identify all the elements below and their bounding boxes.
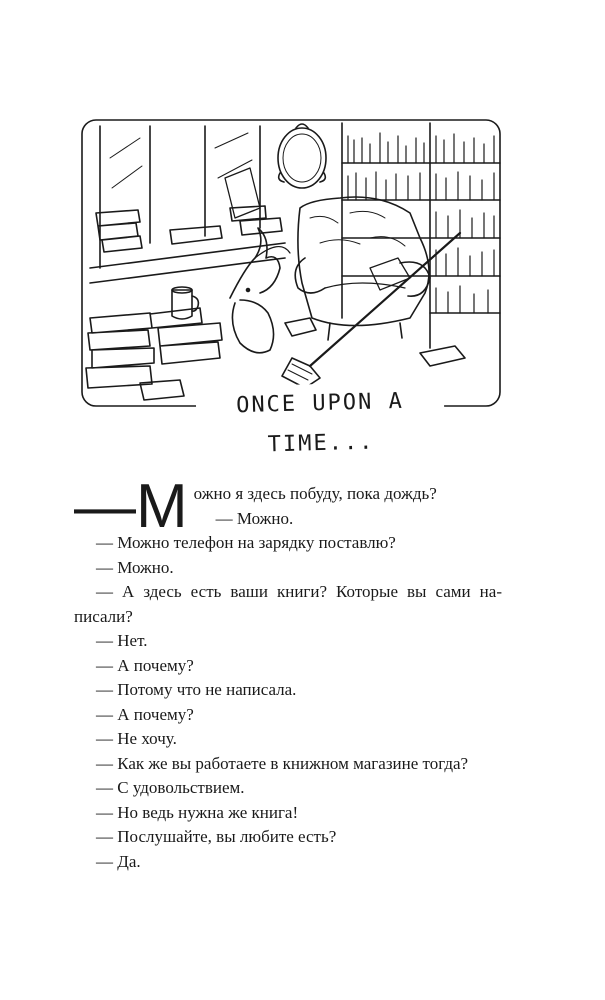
dialogue-line: — А почему? (96, 655, 194, 675)
dialogue-line: — Нет. (96, 631, 148, 650)
dialogue-line: — Можно. (215, 508, 294, 528)
dialogue-line: — Как же вы работаете в книжном магазине тогда? (96, 753, 469, 773)
dialogue-line: — Потому что не написала. (96, 680, 297, 699)
window-drawing (90, 126, 285, 283)
book-stacks-drawing (86, 168, 465, 400)
dialogue-line: — А здесь есть ваши книги? Которые вы сами написали? (74, 582, 502, 626)
bookshop-illustration (80, 118, 502, 410)
mug-drawing (172, 287, 198, 319)
dialogue-text (74, 472, 502, 874)
dialogue-line: — Можно телефон на зарядку поставлю? (96, 533, 396, 552)
dialogue-line: — Но ведь нужна же книга! (96, 802, 299, 822)
mirror-drawing (278, 124, 326, 188)
dialogue-line: — Можно. (96, 557, 174, 577)
rabbit-drawing (230, 228, 290, 353)
dialogue-line: — Послушайте, вы любите есть? (96, 827, 337, 846)
bookshelf-drawing (342, 123, 500, 348)
dialogue-line: — Да. (96, 851, 141, 871)
drop-cap: —М (74, 472, 188, 541)
illustration-caption: ONCE UPON A TIME... (196, 381, 445, 427)
dialogue-line: — Не хочу. (96, 729, 177, 748)
dialogue-line: —М ожно я здесь побуду, пока дождь? (74, 472, 437, 541)
dialogue-line: — А почему? (96, 704, 194, 724)
dialogue-line: — С удовольствием. (96, 778, 245, 797)
